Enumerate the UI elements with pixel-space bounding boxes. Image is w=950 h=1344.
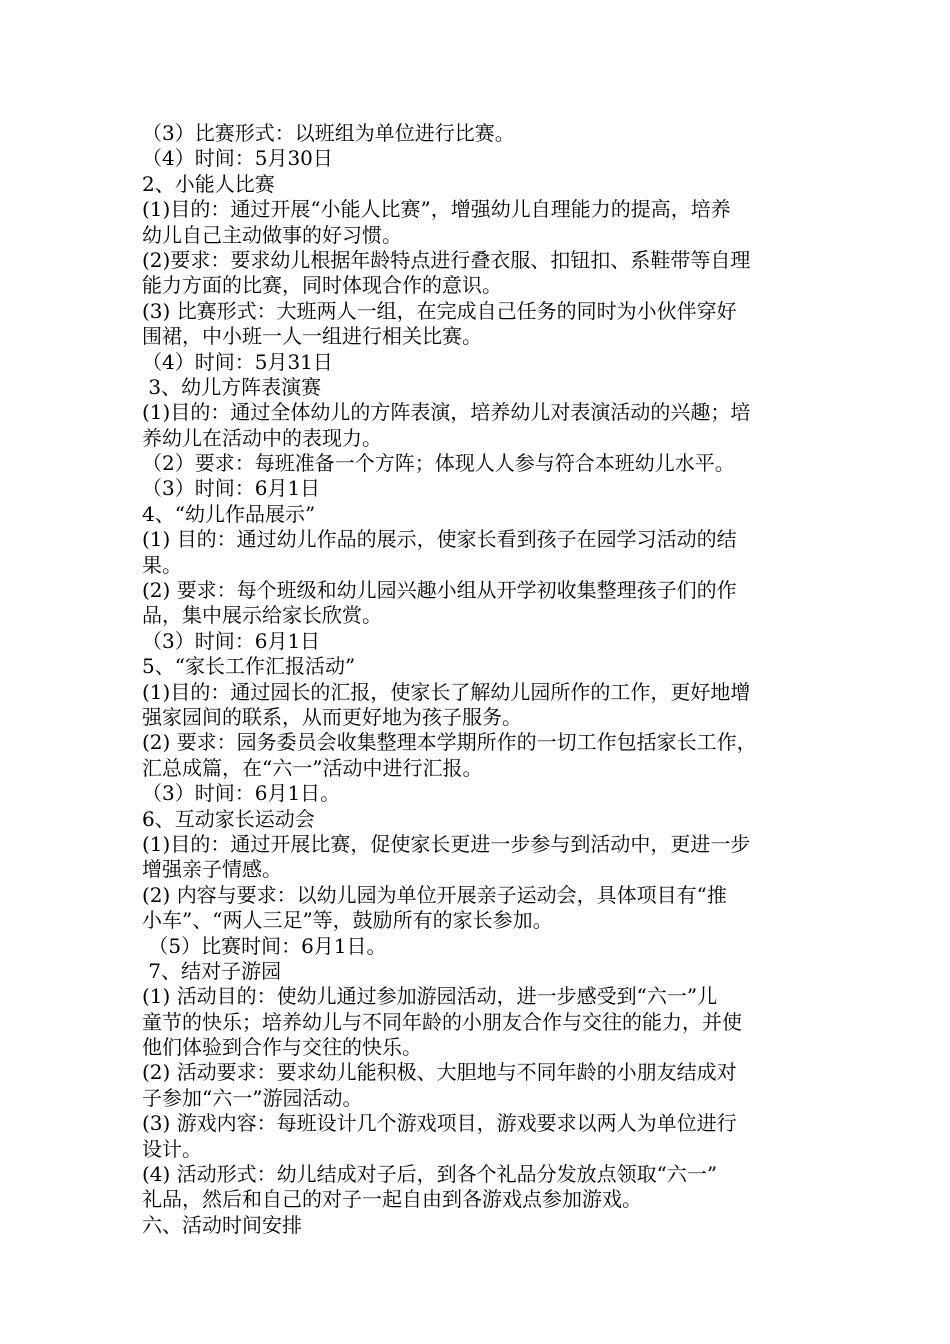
- text-line: 童节的快乐；培养幼儿与不同年龄的小朋友合作与交往的能力，并使: [142, 1009, 742, 1034]
- text-line: 设计。: [142, 1136, 202, 1161]
- text-line: (2) 内容与要求：以幼儿园为单位开展亲子运动会，具体项目有“推: [142, 882, 727, 907]
- text-line: 增强亲子情感。: [142, 857, 282, 882]
- text-line: （3）时间：6月1日: [142, 476, 321, 501]
- text-line: 幼儿自己主动做事的好习惯。: [142, 222, 402, 247]
- text-line: （3）时间：6月1日。: [142, 781, 341, 806]
- text-line: (4) 活动形式：幼儿结成对子后，到各个礼品分发放点领取“六一”: [142, 1162, 718, 1187]
- text-line: (1)目的：通过开展“小能人比赛”，增强幼儿自理能力的提高，培养: [142, 197, 731, 222]
- text-line: (1)目的：通过园长的汇报，使家长了解幼儿园所作的工作，更好地增: [142, 679, 751, 704]
- text-line: (3) 游戏内容：每班设计几个游戏项目，游戏要求以两人为单位进行: [142, 1111, 737, 1136]
- text-line: (1)目的：通过开展比赛，促使家长更进一步参与到活动中，更进一步: [142, 831, 751, 856]
- text-line: (2) 要求：园务委员会收集整理本学期所作的一切工作包括家长工作，: [142, 730, 757, 755]
- text-line: （4）时间：5月31日: [142, 349, 333, 374]
- text-line: （4）时间：5月30日: [142, 146, 333, 171]
- text-line: 小车”、“两人三足”等，鼓励所有的家长参加。: [142, 908, 553, 933]
- text-line: 品，集中展示给家长欣赏。: [142, 603, 382, 628]
- text-line: (1) 活动目的：使幼儿通过参加游园活动，进一步感受到“六一”儿: [142, 984, 718, 1009]
- text-line: 汇总成篇，在“六一”活动中进行汇报。: [142, 755, 483, 780]
- text-line: 果。: [142, 552, 182, 577]
- text-line: 子参加“六一”游园活动。: [142, 1085, 363, 1110]
- section-heading: 4、“幼儿作品展示”: [142, 501, 316, 526]
- text-line: （2）要求：每班准备一个方阵；体现人人参与符合本班幼儿水平。: [142, 451, 735, 476]
- document-body: [142, 121, 822, 1238]
- text-line: 他们体验到合作与交往的快乐。: [142, 1035, 422, 1060]
- text-line: (2)要求：要求幼儿根据年龄特点进行叠衣服、扣钮扣、系鞋带等自理: [142, 247, 751, 272]
- section-heading: 6、互动家长运动会: [142, 806, 315, 831]
- section-heading: 5、“家长工作汇报活动”: [142, 654, 356, 679]
- text-line: 礼品，然后和自己的对子一起自由到各游戏点参加游戏。: [142, 1187, 642, 1212]
- section-heading: 六、活动时间安排: [142, 1212, 302, 1237]
- text-line: （3）比赛形式：以班组为单位进行比赛。: [142, 121, 515, 145]
- section-heading: 3、幼儿方阵表演赛: [142, 374, 322, 399]
- text-line: 养幼儿在活动中的表现力。: [142, 425, 382, 450]
- section-heading: 2、小能人比赛: [142, 171, 275, 196]
- text-line: (1)目的：通过全体幼儿的方阵表演，培养幼儿对表演活动的兴趣；培: [142, 400, 751, 425]
- text-line: (3) 比赛形式：大班两人一组，在完成自己任务的同时为小伙伴穿好: [142, 298, 737, 323]
- text-line: 能力方面的比赛，同时体现合作的意识。: [142, 273, 502, 298]
- text-line: (2) 要求：每个班级和幼儿园兴趣小组从开学初收集整理孩子们的作: [142, 578, 737, 603]
- text-line: 围裙，中小班一人一组进行相关比赛。: [142, 324, 482, 349]
- text-line: （3）时间：6月1日: [142, 628, 321, 653]
- text-line: （5）比赛时间：6月1日。: [142, 933, 387, 958]
- text-line: (1) 目的：通过幼儿作品的展示，使家长看到孩子在园学习活动的结: [142, 527, 737, 552]
- text-line: (2) 活动要求：要求幼儿能积极、大胆地与不同年龄的小朋友结成对: [142, 1060, 737, 1085]
- text-line: 强家园间的联系，从而更好地为孩子服务。: [142, 704, 522, 729]
- section-heading: 7、结对子游园: [142, 958, 282, 983]
